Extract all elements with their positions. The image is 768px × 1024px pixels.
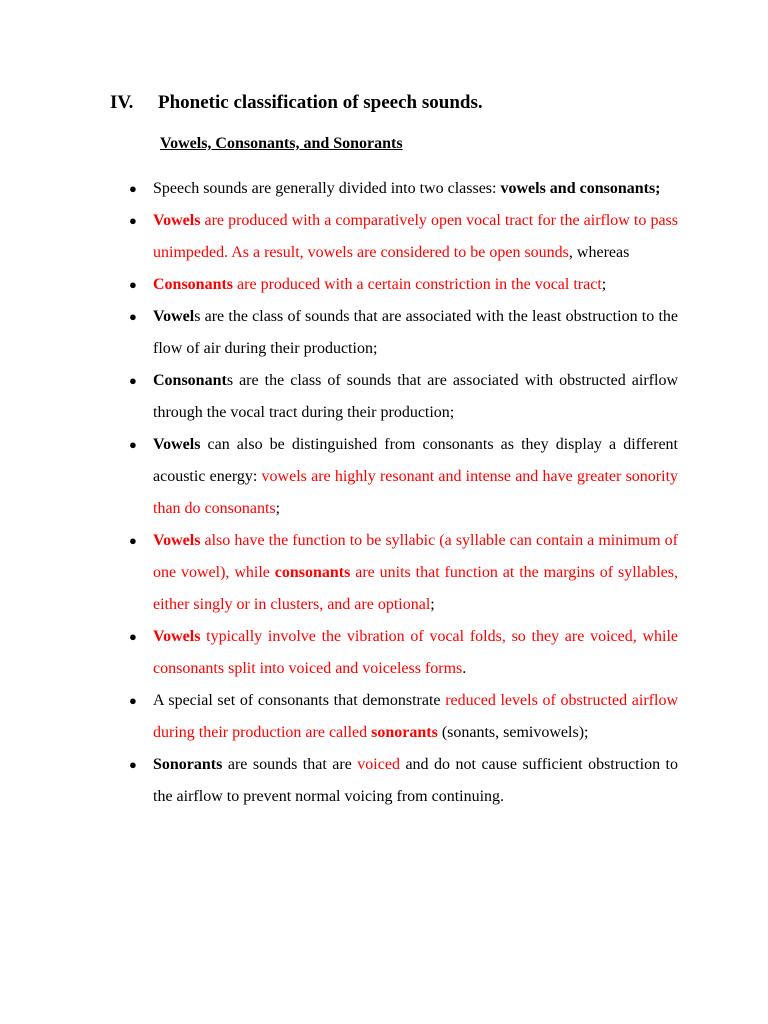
highlighted-text: sonorants xyxy=(371,724,438,741)
bullet-item xyxy=(0,685,768,749)
bullet-item xyxy=(0,205,768,269)
bullet-dot-icon: ● xyxy=(129,693,137,708)
bullet-dot-icon: ● xyxy=(129,373,137,388)
body-text: can also be distinguished from consonants as they display a different acoustic energy: xyxy=(153,436,678,485)
bullet-dot-icon: ● xyxy=(129,533,137,548)
highlighted-text: are produced with a comparatively open vocal tract for the airflow to pass unimpeded. As a result, vowels are considered to be open sounds xyxy=(153,212,678,261)
body-text: ; xyxy=(430,596,435,613)
bullet-dot-icon: ● xyxy=(129,629,137,644)
bullet-list xyxy=(0,173,768,813)
bullet-dot-icon: ● xyxy=(129,437,137,452)
highlighted-text: Vowels xyxy=(153,212,201,229)
bullet-item xyxy=(0,429,768,525)
bullet-dot-icon: ● xyxy=(129,181,137,196)
body-text: Vowels xyxy=(153,436,201,453)
highlighted-text: consonants xyxy=(274,564,351,581)
section-heading xyxy=(110,92,483,114)
bullet-item xyxy=(0,621,768,685)
highlighted-text: Vowels xyxy=(153,628,201,645)
bullet-dot-icon: ● xyxy=(129,309,137,324)
bullet-dot-icon: ● xyxy=(129,277,137,292)
highlighted-text: also have the function to be syllabic (a syllable can contain a minimum of one vowel), while xyxy=(153,532,678,581)
bullet-item xyxy=(0,301,768,365)
section-number: IV. xyxy=(110,92,134,113)
body-text: Vowel xyxy=(153,308,195,325)
bullet-item xyxy=(0,365,768,429)
body-text: s are the class of sounds that are associated with the least obstruction to the flow of air during their production; xyxy=(153,308,678,357)
bullet-item xyxy=(0,173,768,205)
body-text: A special set of consonants that demonstrate xyxy=(153,692,446,709)
highlighted-text: voiced xyxy=(357,756,400,773)
bullet-dot-icon: ● xyxy=(129,213,137,228)
body-text: ; xyxy=(601,276,607,293)
body-text: . xyxy=(462,660,467,677)
bullet-dot-icon: ● xyxy=(129,757,137,772)
bullet-item xyxy=(0,749,768,813)
subsection-title: Vowels, Consonants, and Sonorants xyxy=(160,135,403,152)
highlighted-text: typically involve the vibration of vocal folds, so they are voiced, while consonants split into voiced and voiceless forms xyxy=(153,628,678,677)
body-text: Sonorants xyxy=(153,756,223,773)
body-text: and do not cause sufficient obstruction to the airflow to prevent normal voicing from continuing. xyxy=(153,756,678,805)
body-text: are sounds that are xyxy=(222,756,358,773)
body-text: Speech sounds are generally divided into two classes: xyxy=(153,180,501,197)
highlighted-text: reduced levels of obstructed airflow during their production are called xyxy=(153,692,679,741)
highlighted-text: vowels are highly resonant and intense and have greater sonority than do consonants xyxy=(153,468,679,517)
highlighted-text: Consonants xyxy=(153,276,234,293)
body-text: ; xyxy=(275,500,281,517)
bullet-item xyxy=(0,525,768,621)
highlighted-text: Vowels xyxy=(153,532,201,549)
body-text: vowels and consonants; xyxy=(500,180,661,197)
highlighted-text: are produced with a certain constriction in the vocal tract xyxy=(233,276,602,293)
section-title: Phonetic classification of speech sounds. xyxy=(158,92,483,113)
body-text: s are the class of sounds that are associated with obstructed airflow through the vocal tract during their production; xyxy=(153,372,678,421)
body-text: , whereas xyxy=(568,244,630,261)
highlighted-text: are units that function at the margins of syllables, either singly or in clusters, and are optional xyxy=(153,564,679,613)
body-text: (sonants, semivowels); xyxy=(437,724,589,741)
bullet-item xyxy=(0,269,768,301)
body-text: Consonant xyxy=(153,372,227,389)
